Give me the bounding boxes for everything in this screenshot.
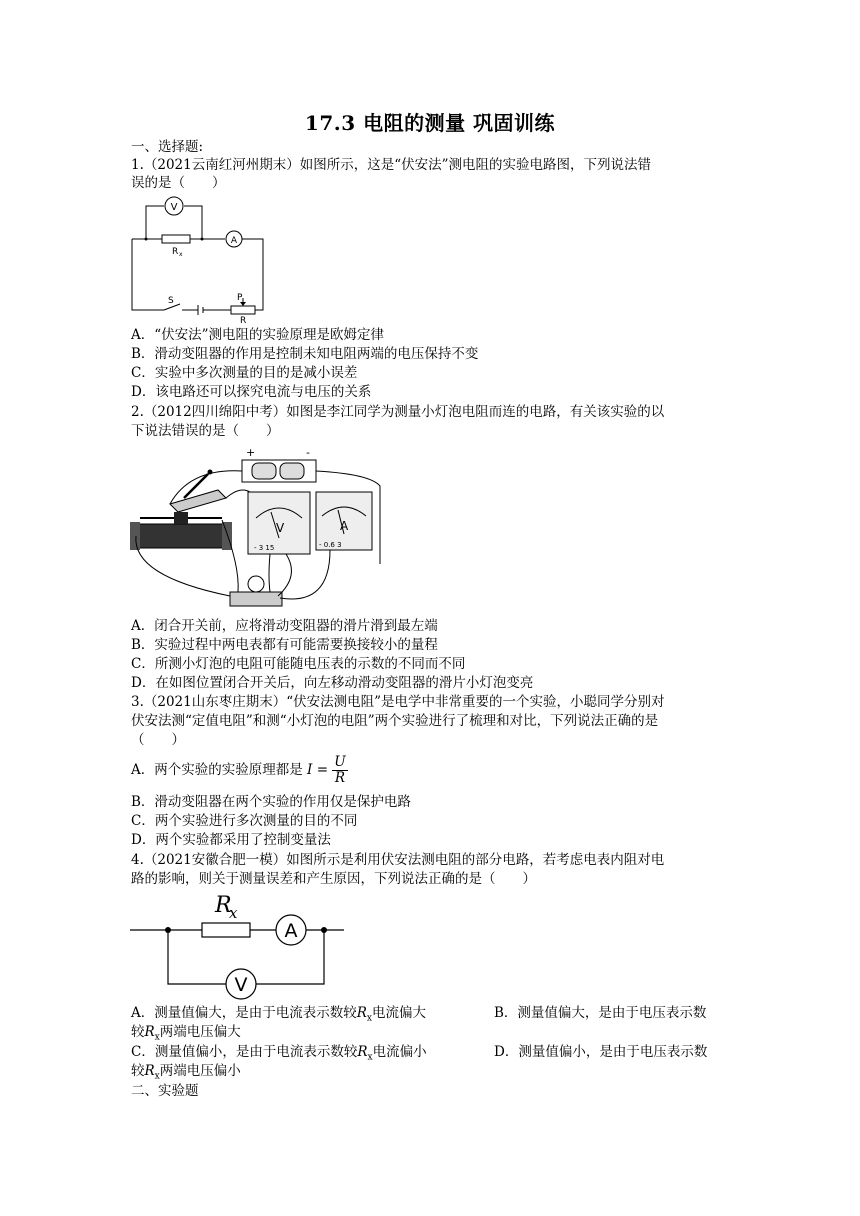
q2-battery-plus: + (246, 446, 256, 459)
q4-stem-line1: 4.（2021安徽合肥一模）如图所示是利用伏安法测电阻的部分电路，若考虑电表内阻对电 (131, 852, 665, 868)
q3-option-d: D．两个实验都采用了控制变量法 (131, 832, 331, 848)
q4-option-d-cont-post: 两端电压偏小 (159, 1063, 241, 1079)
section-heading-choice: 一、选择题: (131, 139, 204, 155)
q3-stem-line1: 3.（2021山东枣庄期末）“伏安法测电阻”是电学中非常重要的一个实验，小聪同学分别对 (131, 694, 665, 710)
q4-option-d: D．测量值偏小，是由于电压表示数 (494, 1044, 708, 1060)
q1-switch-label: S (168, 296, 174, 306)
q4-option-b: B．测量值偏大，是由于电压表示数 (494, 1005, 707, 1021)
q1-circuit-diagram (128, 192, 268, 324)
q4-option-d-cont-r: R (144, 1063, 155, 1079)
q4-option-b-cont-post: 两端电压偏大 (159, 1024, 241, 1040)
q2-battery-minus: - (306, 446, 310, 459)
q4-option-a-sub: x (366, 1013, 372, 1024)
q4-voltmeter-label: V (234, 974, 248, 996)
q1-ammeter-label: A (230, 236, 238, 246)
q4-resistor-label: R (215, 893, 232, 918)
q4-option-b-cont-sub: x (154, 1032, 160, 1043)
q4-option-a-r: R (356, 1005, 367, 1021)
q4-option-c-r: R (357, 1044, 368, 1060)
q4-option-c-pre: C．测量值偏小，是由于电流表示数较 (131, 1044, 358, 1060)
q2-option-c: C．所测小灯泡的电阻可能随电压表的示数的不同而不同 (131, 656, 466, 672)
q4-option-d-cont-sub: x (154, 1071, 160, 1082)
q2-ammeter-label: A (340, 519, 349, 533)
q3-formula-numerator: U (334, 754, 346, 770)
q2-voltmeter-terminals: - 3 15 (254, 544, 275, 552)
q1-option-b: B．滑动变阻器的作用是控制未知电阻两端的电压保持不变 (131, 346, 479, 362)
q4-option-c-post: 电流偏小 (372, 1044, 427, 1060)
q1-option-a: A．“伏安法”测电阻的实验原理是欧姆定律 (131, 327, 385, 343)
q2-stem-line1: 2.（2012四川绵阳中考）如图是李江同学为测量小灯泡电阻而连的电路，有关该实验的以 (131, 404, 665, 420)
section-heading-experiment: 二、实验题 (131, 1083, 199, 1099)
q1-resistor-label: R (172, 247, 179, 257)
q2-option-b: B．实验过程中两电表都有可能需要换接较小的量程 (131, 637, 438, 653)
q3-stem-line2: 伏安法测“定值电阻”和测“小灯泡的电阻”两个实验进行了梳理和对比，下列说法正确的是 (131, 713, 659, 729)
q1-stem-line2: 误的是（ ） (131, 175, 226, 191)
q1-voltmeter-label: V (170, 202, 178, 213)
q1-resistor-subscript: x (179, 251, 183, 258)
q3-option-c: C．两个实验进行多次测量的目的不同 (131, 813, 358, 829)
q1-option-d: D．该电路还可以探究电流与电压的关系 (131, 384, 372, 400)
q2-voltmeter-label: V (276, 521, 285, 535)
q3-formula-eq: = (316, 762, 328, 778)
q2-stem-line2: 下说法错误的是（ ） (131, 423, 280, 439)
q3-option-b: B．滑动变阻器在两个实验的作用仅是保护电路 (131, 794, 411, 810)
q3-formula-lhs: I (307, 762, 313, 778)
q3-stem-line3: （ ） (131, 732, 185, 748)
q4-option-a-pre: A．测量值偏大，是由于电流表示数较 (131, 1005, 357, 1021)
q2-ammeter-terminals: - 0.6 3 (319, 541, 342, 549)
q3-formula-denominator: R (334, 770, 346, 786)
q3-option-a (131, 752, 348, 788)
q4-option-b-cont-pre: 较 (131, 1024, 145, 1040)
q4-option-b-cont-r: R (144, 1024, 155, 1040)
q2-option-a: A．闭合开关前，应将滑动变阻器的滑片滑到最左端 (131, 618, 438, 634)
q1-slider-label: P (237, 293, 243, 303)
q4-option-a-post: 电流偏大 (372, 1005, 426, 1021)
q4-ammeter-label: A (284, 920, 298, 942)
q4-circuit-diagram (128, 888, 350, 1000)
q2-physical-circuit (130, 446, 390, 614)
q4-stem-line2: 路的影响，则关于测量误差和产生原因，下列说法正确的是（ ） (131, 871, 536, 887)
q1-stem-line1: 1.（2021云南红河州期末）如图所示，这是“伏安法”测电阻的实验电路图，下列说法错 (131, 157, 652, 173)
q4-option-d-cont-pre: 较 (131, 1063, 145, 1079)
q1-rheostat-label: R (240, 316, 247, 324)
q1-option-c: C．实验中多次测量的目的是减小误差 (131, 365, 358, 381)
q4-resistor-subscript: x (229, 904, 238, 922)
q4-option-c-sub: x (367, 1052, 373, 1063)
q3-option-a-text: A．两个实验的实验原理都是 (131, 762, 303, 778)
q2-option-d: D．在如图位置闭合开关后，向左移动滑动变阻器的滑片小灯泡变亮 (131, 675, 534, 691)
page-title: 17.3 电阻的测量 巩固训练 (304, 111, 556, 135)
q3-formula-fraction (332, 755, 347, 786)
